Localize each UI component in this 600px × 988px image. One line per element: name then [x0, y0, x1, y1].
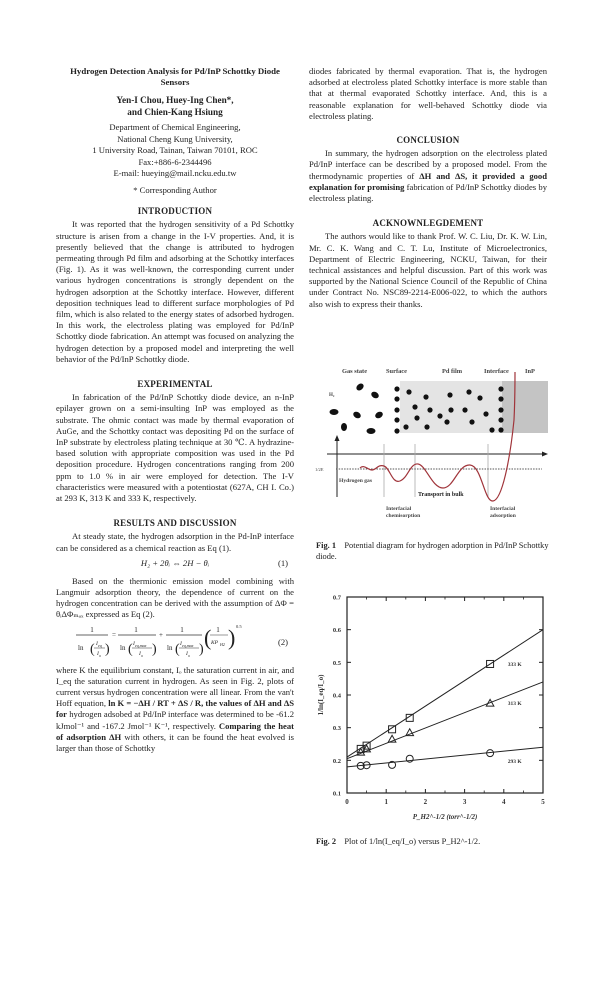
results-continued: diodes fabricated by thermal evaporation. That is, the hydrogen adsorbed at electroless plated Schottky interface is more stable than that at thermal evaporated Schottky interface. And, this is a reasonable explanation for well-behaved Schottky diode via electroless plating. — [309, 66, 547, 121]
svg-text:): ) — [105, 641, 110, 657]
svg-text:eq,max: eq,max — [135, 642, 147, 648]
svg-text:): ) — [228, 624, 236, 650]
svg-text:0.5: 0.5 — [236, 623, 242, 629]
x-axis-label: P_H2^-1/2 (torr^-1/2) — [412, 813, 478, 821]
svg-text:Pd film: Pd film — [442, 368, 463, 375]
left-column — [56, 66, 294, 754]
y-tick-label: 0.7 — [332, 594, 341, 602]
svg-text:Gas state: Gas state — [342, 368, 368, 375]
svg-text:): ) — [199, 641, 204, 657]
introduction-heading: INTRODUCTION — [137, 206, 213, 217]
x-tick-label: 0 — [345, 798, 349, 806]
svg-text:(: ( — [128, 641, 133, 657]
svg-text:ln: ln — [120, 643, 126, 652]
figure-1-graphic — [312, 360, 562, 525]
svg-text:I: I — [133, 640, 135, 647]
y-tick-label: 0.1 — [332, 790, 341, 798]
conclusion-heading: CONCLUSION — [396, 135, 460, 146]
introduction-text: It was reported that the hydrogen sensitivity of a Pd Schottky structure is arisen from a change in the I-V properties. And, it is presently believed that the change is attributed to hydrogen permeating through Pd film and adsorbing at the Schottky interfaces (Fig. 1). As it was well-known, the corresponding current under various hydrogen concentrations is strongly dependent on the hydrogen adsorption at the Schottky interface. However, different deposition techniques lead to different surface morphologies of Pd film, which is also related to the energy states of adsorbed hydrogen. In this work, the electroless plating was employed for Pd/InP Schottky diode fabrication. An attempt was focused on analyzing the hydrogen detection by a proposed model and interpreting the well behavior of the Pd/InP Schottky diode. — [56, 219, 294, 364]
x-tick-label: 2 — [423, 798, 428, 806]
experimental-heading: EXPERIMENTAL — [137, 379, 213, 390]
svg-text:Transport in bulk: Transport in bulk — [418, 492, 464, 498]
svg-text:I: I — [97, 650, 99, 657]
figure-1-potential-diagram — [312, 360, 562, 525]
series-label: 313 K — [507, 701, 522, 708]
svg-text:Interfacial: Interfacial — [490, 506, 516, 512]
svg-text:I: I — [180, 640, 182, 647]
experimental-text: In fabrication of the Pd/InP Schottky diode device, an n-InP epilayer grown on a semi-insulting InP was employed as the substrate. The ohmic contact was made by thermal evaporation of AuGe, and the Schottky contact was depositing Pd on the surface of InP substrate by electroless plating technique at 30 ℃. A hydrazine-based solution with appropriate composition was used in the Pd deposition procedure. Hydrogen concentrations ranging from 200 ppm to 1.0 % in air were employed for detection. The I-V characteristics were measured with a potentiostat (627A, CH I. Co.) at 293 K, 313 K and 333 K, respectively. — [56, 392, 294, 504]
x-tick-label: 4 — [502, 798, 506, 806]
svg-text:I: I — [139, 650, 141, 657]
y-tick-label: 0.5 — [332, 659, 341, 667]
authors: Yen-I Chou, Huey-Ing Chen*, and Chien-Kang Hsiung — [116, 95, 234, 117]
x-tick-label: 3 — [462, 798, 467, 806]
svg-text:Surface: Surface — [386, 368, 407, 375]
affiliation: Department of Chemical Engineering, National Cheng Kung University, 1 University Road, Tainan, Taiwan 70101, ROC Fax:+886-6-2344496 E-mail: hueying@mail.ncku.edu.tw — [92, 122, 258, 179]
y-tick-label: 0.4 — [332, 692, 341, 700]
svg-text:Hydrogen gas: Hydrogen gas — [339, 478, 372, 484]
svg-text:H2: H2 — [220, 641, 225, 647]
acknowledgement-text: The authors would like to thank Prof. W. C. Liu, Dr. K. W. Lin, Mr. C. K. Wang and C. T. Lu, Institute of Microelectronics, Department of Electric Engineering, NCKU, Taiwan, for their technical assistances and helpful discussion. Part of this work was supported by the National Science Council of the Republic of China under Contract No. NSC89-2214-E006-022, to which the authors also wish to express their thanks. — [309, 231, 547, 309]
svg-text:1: 1 — [216, 625, 220, 634]
equation-2-graphic — [56, 623, 294, 663]
svg-text:1: 1 — [134, 625, 138, 634]
results-para1: At steady state, the hydrogen adsorption in the Pd-InP interface can be considered as a chemical reaction as Eq (1). — [56, 531, 294, 553]
svg-text:(: ( — [90, 641, 95, 657]
svg-text:=: = — [112, 630, 116, 639]
figure-2-chart — [312, 588, 562, 826]
svg-text:ln: ln — [78, 643, 84, 652]
y-tick-label: 0.3 — [332, 725, 341, 733]
svg-text:(: ( — [204, 624, 212, 650]
x-tick-label: 5 — [541, 798, 545, 806]
svg-text:I: I — [96, 640, 98, 647]
corresponding-author-note: * Corresponding Author — [133, 184, 217, 195]
svg-text:o: o — [188, 652, 190, 658]
paper-title: Hydrogen Detection Analysis for Pd/InP Schottky Diode Sensors — [70, 66, 280, 87]
equation-1: H₂ + 2θᵢ ⇔ 2H − θᵢ (1) — [140, 557, 288, 568]
svg-text:adsorption: adsorption — [490, 513, 516, 519]
svg-text:H₂: H₂ — [329, 393, 335, 398]
right-column — [309, 66, 547, 310]
figure-2-plot — [312, 588, 562, 826]
svg-text:Interface: Interface — [484, 368, 509, 375]
svg-text:ln: ln — [167, 643, 173, 652]
figure-2-caption: Fig. 2 Plot of 1/ln(I_eq/I_o) versus P_H2^-1/2. — [316, 837, 481, 846]
equation-2: 1 ln ( I eq I o ) = 1 ln ( I eq,max I o ) + 1 ln ( I eq,max I o ) ( 1 KP H2 ) 0.5 (2) — [56, 623, 294, 663]
svg-text:o: o — [141, 652, 143, 658]
y-tick-label: 0.2 — [332, 757, 341, 765]
results-para2: Based on the thermionic emission model combining with Langmuir adsorption theory, the dependence of current on the hydrogen concentration can be derived with the assumption of ΔΦ = θᵢΔΦₘₐₓ expressed as Eq (2). — [56, 575, 294, 620]
results-para3: where K the equilibrium constant, Iₒ the saturation current in air, and I_eq the saturation current in hydrogen. As seen in Fig. 2, plots of current versus hydrogen concentration were all linear. From the van't Hoff equation, ln K = −ΔH / RT + ΔS / R, the values of ΔH and ΔS for hydrogen adsobed at Pd/InP interface was determined to be -61.2 kJmol⁻¹ and -167.2 Jmol⁻¹ K⁻¹, respectively. Comparing the heat of adsorption ΔH with others, it can be found the heat evolved is larger than those of Schottky — [56, 664, 294, 754]
acknowledgement-heading: ACKNOWNLEGDEMENT — [372, 218, 484, 229]
results-heading: RESULTS AND DISCUSSION — [113, 518, 237, 529]
svg-text:1: 1 — [180, 625, 184, 634]
svg-text:): ) — [152, 641, 157, 657]
svg-text:1/2E: 1/2E — [315, 467, 324, 472]
x-tick-label: 1 — [384, 798, 388, 806]
svg-text:chemisorption: chemisorption — [386, 513, 421, 519]
svg-text:eq: eq — [98, 642, 102, 648]
svg-text:Interfacial: Interfacial — [386, 506, 412, 512]
svg-text:KP: KP — [211, 639, 219, 646]
conclusion-text: In summary, the hydrogen adsorption on the electroless plated Pd/InP interface can be described by a proposed model. From the thermodynamic properties of ΔH and ΔS, it provided a good explanation for promising fabrication of Pd/InP Schottky diodes by electroless plating. — [309, 148, 547, 204]
svg-text:eq,max: eq,max — [182, 642, 194, 648]
y-axis-label: 1/ln(I_eq/I_o) — [317, 674, 325, 716]
svg-text:(: ( — [175, 641, 180, 657]
data-point-circle — [406, 755, 413, 762]
svg-text:1: 1 — [90, 625, 94, 634]
series-label: 333 K — [507, 661, 522, 668]
series-label: 293 K — [507, 759, 522, 766]
svg-text:I: I — [186, 650, 188, 657]
y-tick-label: 0.6 — [332, 627, 341, 635]
svg-text:o: o — [99, 652, 101, 658]
svg-text:+: + — [159, 630, 163, 639]
figure-1-caption: Fig. 1 Potential diagram for hydrogen adorption in Pd/InP Schottky diode. — [316, 541, 549, 561]
svg-text:InP: InP — [525, 368, 535, 375]
